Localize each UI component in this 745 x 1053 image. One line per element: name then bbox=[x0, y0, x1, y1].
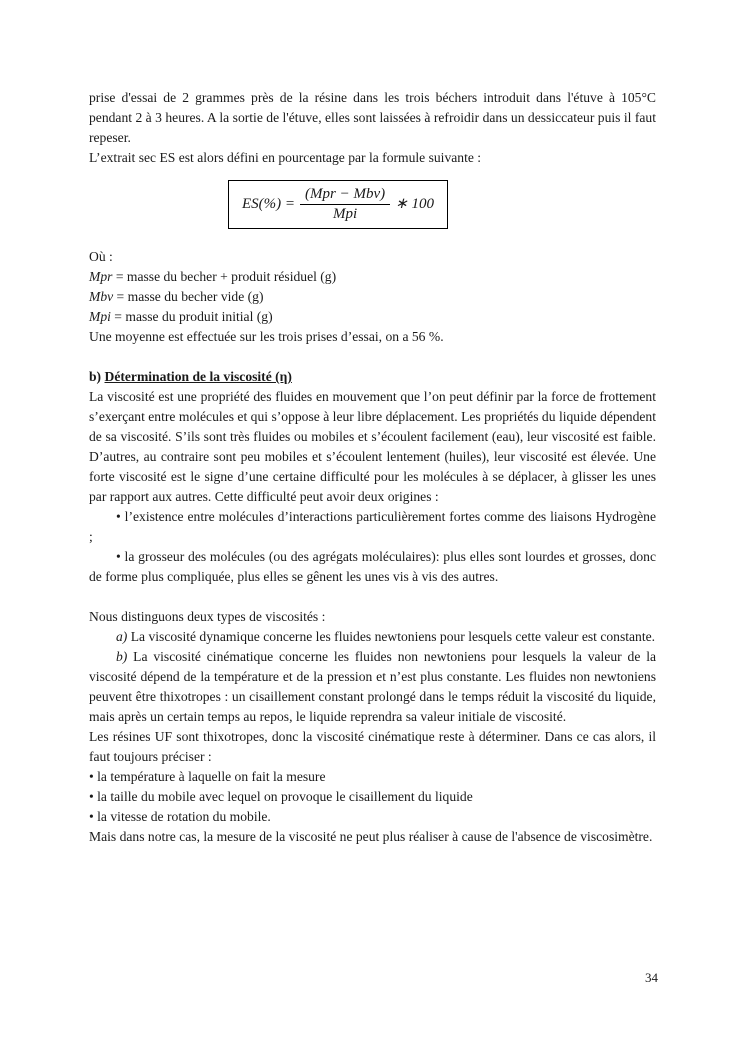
where-label: Où : bbox=[89, 249, 113, 264]
section-heading bbox=[89, 367, 656, 387]
content-area bbox=[89, 88, 656, 847]
closing-paragraph: Mais dans notre cas, la mesure de la viscosité ne peut plus réaliser à cause de l'absence de viscosimètre. bbox=[89, 829, 653, 844]
definition-rest: = masse du becher + produit résiduel (g) bbox=[112, 269, 337, 284]
spacer bbox=[89, 347, 656, 367]
definition-line bbox=[89, 287, 656, 307]
spacer bbox=[89, 587, 656, 607]
body-paragraph-types: Nous distinguons deux types de viscosités : bbox=[89, 609, 326, 624]
formula-fraction bbox=[300, 186, 390, 224]
small-bullet: • la taille du mobile avec lequel on provoque le cisaillement du liquide bbox=[89, 789, 473, 804]
formula-lhs: ES(%) = bbox=[242, 195, 296, 212]
body-paragraph-intro: prise d'essai de 2 grammes près de la résine dans les trois béchers introduit dans l'étuve à 105°C pendant 2 à 3 heures. A la sortie de l'étuve, elles sont laissées à refroidir dans un dessiccateur puis il faut repeser. bbox=[89, 90, 656, 145]
definition-rest: = masse du becher vide (g) bbox=[113, 289, 264, 304]
list-item-prefix: b) bbox=[116, 649, 128, 664]
body-paragraph-viscosity: La viscosité est une propriété des fluides en mouvement que l’on peut définir par la force de frottement s’exerçant entre molécules et qui s’oppose à leur libre déplacement. Les propriétés du liquide dépendent de sa viscosité. S’ils sont très fluides ou mobiles et s’écoulent facilement (eau), leur viscosité est faible. D’autres, au contraire sont peu mobiles et s’écoulent lentement (huiles), leur viscosité est élevée. Une forte viscosité est le signe d’une certaine difficulté pour les molécules à se déplacer, à glisser les unes par rapport aux autres. Cette difficulté peut avoir deux origines : bbox=[89, 389, 656, 504]
bullet-paragraph: • la grosseur des molécules (ou des agrégats moléculaires): plus elles sont lourdes et grosses, donc de forme plus compliquée, plus elles se gênent les unes vis à vis des autres. bbox=[89, 549, 656, 584]
definition-line bbox=[89, 267, 656, 287]
small-bullet: • la température à laquelle on fait la mesure bbox=[89, 769, 326, 784]
definition-rest: = masse du produit initial (g) bbox=[110, 309, 273, 324]
fraction-numerator: (Mpr − Mbv) bbox=[300, 186, 390, 205]
definition-term: Mpi bbox=[89, 309, 111, 324]
fraction-denominator: Mpi bbox=[333, 206, 358, 222]
bullet-paragraph: • l’existence entre molécules d’interactions particulièrement fortes comme des liaisons Hydrogène ; bbox=[89, 509, 656, 544]
page-number: 34 bbox=[645, 970, 658, 985]
formula-multiplier: ∗ 100 bbox=[395, 195, 434, 212]
body-paragraph-formula-intro: L’extrait sec ES est alors défini en pourcentage par la formule suivante : bbox=[89, 150, 482, 165]
list-item-text: La viscosité cinématique concerne les fluides non newtoniens pour lesquels la valeur de la viscosité dépend de la température et de la pression et n’est plus constante. Les fluides non newtoniens peuvent être thixotropes : un cisaillement constant prolongé dans le temps réduit la viscosité du liquide, mais après un certain temps au repos, le liquide reprendra sa valeur initiale de viscosité. bbox=[89, 649, 656, 724]
body-paragraph-uf: Les résines UF sont thixotropes, donc la viscosité cinématique reste à déterminer. Dans ce cas alors, il faut toujours préciser : bbox=[89, 729, 656, 764]
heading-prefix: b) bbox=[89, 369, 105, 384]
list-item-b bbox=[89, 647, 656, 727]
mean-line: Une moyenne est effectuée sur les trois prises d’essai, on a 56 %. bbox=[89, 329, 444, 344]
heading-title: Détermination de la viscosité (η) bbox=[104, 369, 292, 384]
list-item-text: La viscosité dynamique concerne les fluides newtoniens pour lesquels cette valeur est constante. bbox=[127, 629, 656, 644]
small-bullet: • la vitesse de rotation du mobile. bbox=[89, 809, 271, 824]
list-item-a bbox=[89, 627, 656, 647]
definition-term: Mpr bbox=[89, 269, 113, 284]
definition-line bbox=[89, 307, 656, 327]
list-item-prefix: a) bbox=[116, 629, 128, 644]
definition-term: Mbv bbox=[89, 289, 114, 304]
formula-box bbox=[228, 180, 448, 229]
